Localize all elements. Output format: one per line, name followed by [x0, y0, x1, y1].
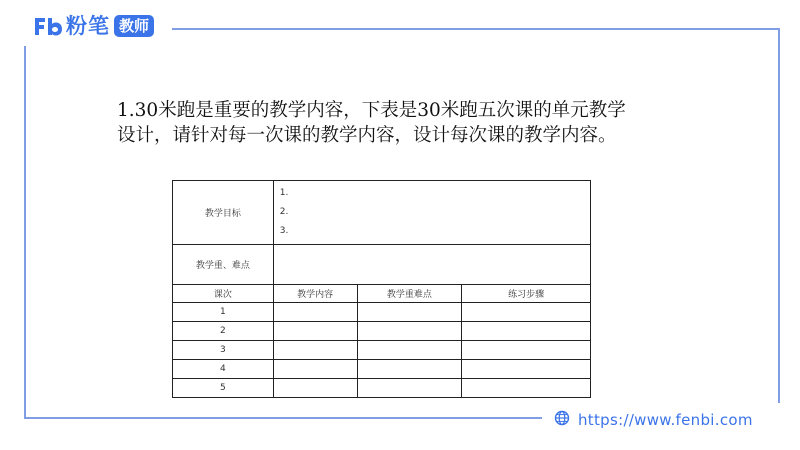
header-lesson-number: 课次 [173, 285, 274, 303]
question-line-1: 1.30米跑是重要的教学内容，下表是30米跑五次课的单元教学 [117, 100, 626, 121]
table-row [173, 360, 591, 379]
lesson-number: 1 [173, 303, 274, 322]
lesson-key-points-cell [357, 379, 462, 398]
frame-top-line [172, 28, 780, 30]
lesson-key-points-cell [357, 322, 462, 341]
header-key-points: 教学重难点 [357, 285, 462, 303]
goals-label-cell: 教学目标 [173, 181, 274, 245]
header-practice-steps: 练习步骤 [462, 285, 591, 303]
lesson-steps-cell [462, 322, 591, 341]
goals-row [173, 181, 591, 245]
lesson-number: 5 [173, 379, 274, 398]
key-points-row [173, 245, 591, 285]
frame-right-line [778, 28, 780, 403]
lesson-key-points-cell [357, 303, 462, 322]
website-url[interactable]: https://www.fenbi.com [578, 411, 753, 429]
brand-logo [33, 13, 154, 39]
goal-item-1: 1. [279, 188, 289, 198]
header-content: 教学内容 [273, 285, 357, 303]
header-row [173, 285, 591, 303]
lesson-number: 4 [173, 360, 274, 379]
lesson-content-cell [273, 379, 357, 398]
fb-logo-mark [33, 15, 63, 37]
table-row [173, 303, 591, 322]
key-points-cell [273, 245, 590, 285]
table-row [173, 379, 591, 398]
lesson-steps-cell [462, 360, 591, 379]
website-link[interactable] [554, 410, 753, 430]
lesson-content-cell [273, 341, 357, 360]
question-text [117, 98, 697, 148]
table-row [173, 322, 591, 341]
brand-name: 粉笔 [66, 14, 110, 38]
lesson-key-points-cell [357, 360, 462, 379]
lesson-content-cell [273, 360, 357, 379]
lesson-steps-cell [462, 379, 591, 398]
lesson-design-table [172, 180, 591, 398]
lesson-content-cell [273, 303, 357, 322]
frame-left-line [24, 46, 26, 418]
lesson-key-points-cell [357, 341, 462, 360]
lesson-number: 2 [173, 322, 274, 341]
key-points-label-cell: 教学重、难点 [173, 245, 274, 285]
question-line-2: 设计，请针对每一次课的教学内容，设计每次课的教学内容。 [117, 125, 617, 146]
goal-item-2: 2. [279, 207, 289, 217]
brand-badge: 教师 [114, 15, 154, 37]
lesson-steps-cell [462, 303, 591, 322]
lesson-content-cell [273, 322, 357, 341]
table-row [173, 341, 591, 360]
frame-bottom-line [24, 417, 542, 419]
globe-icon [554, 410, 570, 430]
lesson-steps-cell [462, 341, 591, 360]
lesson-number: 3 [173, 341, 274, 360]
goal-item-3: 3. [279, 226, 289, 236]
goals-cell [273, 181, 590, 245]
